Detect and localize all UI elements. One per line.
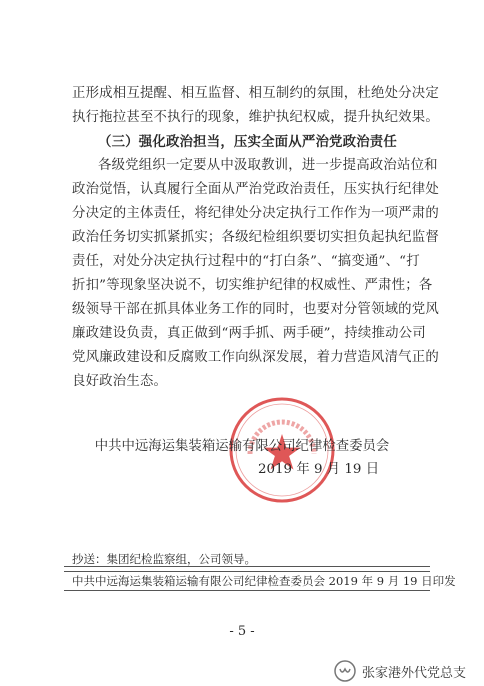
body-line: 正形成相互提醒、相互监督、相互制约的氛围，杜绝处分决定: [72, 86, 439, 101]
body-line: 折扣”等现象坚决说不，切实维护纪律的权威性、严肃性；各: [72, 278, 433, 293]
body-line: 执行拖拉甚至不执行的现象，维护执纪权威，提升执纪效果。: [72, 110, 439, 125]
divider: [64, 590, 430, 591]
body-line: 分决定的主体责任，将纪律处分决定执行工作作为一项严肃的: [72, 206, 439, 221]
cc-line: 抄送：集团纪检监察组，公司领导。: [72, 552, 256, 566]
divider: [64, 566, 430, 567]
body-line: 政治任务切实抓紧抓实；各级纪检组织要切实担负起执纪监督: [72, 230, 439, 245]
issued-line: 中共中远海运集装箱运输有限公司纪律检查委员会 2019 年 9 月 19 日印发: [72, 574, 456, 588]
body-line: 良好政治生态。: [72, 374, 168, 389]
page-number: - 5 -: [229, 624, 255, 639]
body-line: 各级党组织一定要从中汲取教训，进一步提高政治站位和: [98, 158, 438, 173]
watermark-text: 张家港外代党总支: [361, 665, 466, 681]
wechat-channel-icon: [334, 660, 356, 682]
body-line: 级领导干部在抓具体业务工作的同时，也要对分管领域的党风: [72, 302, 439, 317]
section-heading: （三）强化政治担当，压实全面从严治党政治责任: [98, 134, 397, 150]
watermark: [334, 660, 466, 682]
body-line: 廉政建设负责，真正做到“两手抓、两手硬”，持续推动公司: [72, 326, 426, 341]
body-line: 责任，对处分决定执行过程中的“打白条”、“搞变通”、“打: [72, 254, 420, 269]
body-line: 党风廉政建设和反腐败工作向纵深发展，着力营造风清气正的: [72, 350, 439, 365]
body-line: 政治觉悟，认真履行全面从严治党政治责任，压实执行纪律处: [72, 182, 439, 197]
divider: [64, 571, 430, 572]
signature-date: 2019 年 9 月 19 日: [258, 462, 380, 477]
signature-org: 中共中远海运集装箱运输有限公司纪律检查委员会: [94, 439, 390, 454]
